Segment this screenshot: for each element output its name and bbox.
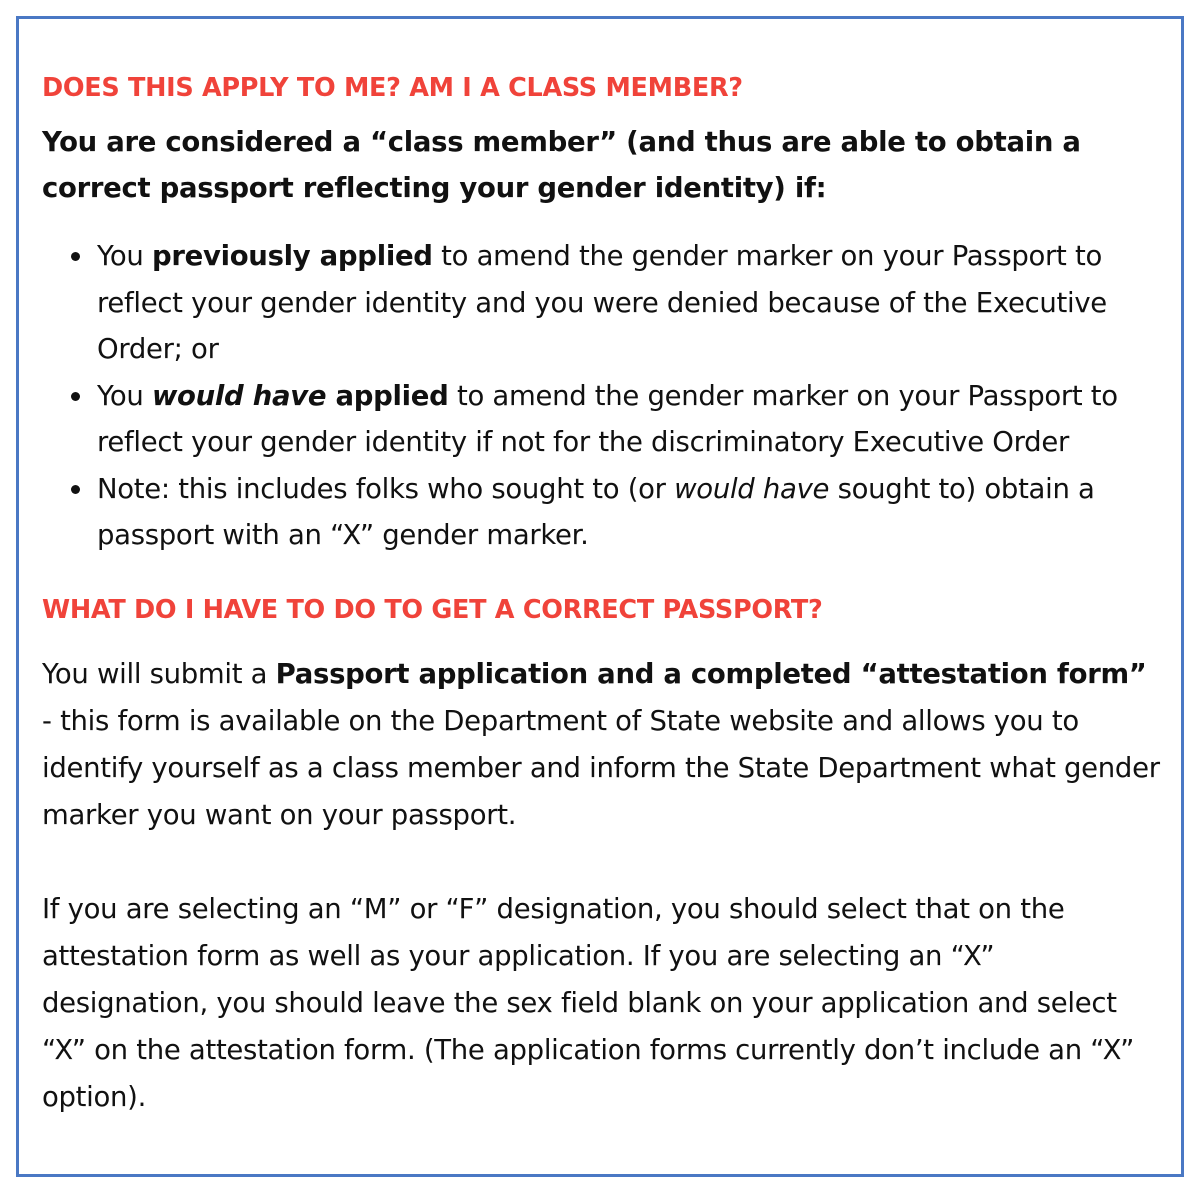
text-run: - this form is available on the Department of State website and allows you to identify yourself as a class member and inform the State Department what gender marker you want on your passport.	[42, 704, 1160, 831]
list-item	[97, 466, 1161, 559]
text-run: to amend the gender marker on your Passport to reflect your gender identity and you were denied because of the Executive Order; or	[97, 240, 1107, 365]
text-run: to amend the gender marker on your Passport to reflect your gender identity if not for the discriminatory Executive Order	[97, 379, 1118, 458]
paragraph-designation-instructions	[42, 886, 1161, 1121]
text-run: Note: this includes folks who sought to (or	[97, 472, 675, 505]
section-heading-correct-passport: WHAT DO I HAVE TO DO TO GET A CORRECT PASSPORT?	[42, 594, 823, 625]
section-heading-class-member: DOES THIS APPLY TO ME? AM I A CLASS MEMBER?	[42, 73, 743, 103]
bullet-dot	[71, 252, 80, 261]
text-run: sought to) obtain a passport with an “X” gender marker.	[97, 472, 1095, 551]
paragraph-submit-application	[42, 651, 1161, 839]
intro-statement: You are considered a “class member” (and thus are able to obtain a correct passport reflecting your gender identity) if:	[42, 126, 1081, 204]
text-run: You will submit a	[42, 657, 276, 690]
text-run: would have	[674, 472, 830, 505]
info-card	[16, 16, 1184, 1177]
eligibility-list	[42, 233, 1161, 559]
text-run: You	[97, 379, 152, 412]
text-run: Passport application and a completed “attestation form”	[275, 657, 1147, 690]
text-run: would have	[151, 379, 327, 412]
text-run: applied	[326, 379, 449, 412]
bullet-dot	[71, 392, 80, 401]
text-run: You	[97, 240, 152, 272]
list-item	[97, 373, 1161, 466]
text-run: If you are selecting an “M” or “F” designation, you should select that on the attestation form as well as your application. If you are selecting an “X” designation, you should leave the sex field blank on your application and select “X” on the attestation form. (The application forms currently don’t include an “X” option).	[42, 892, 1135, 1113]
list-item	[97, 233, 1161, 373]
text-run: previously applied	[151, 240, 433, 272]
bullet-dot	[71, 485, 80, 494]
